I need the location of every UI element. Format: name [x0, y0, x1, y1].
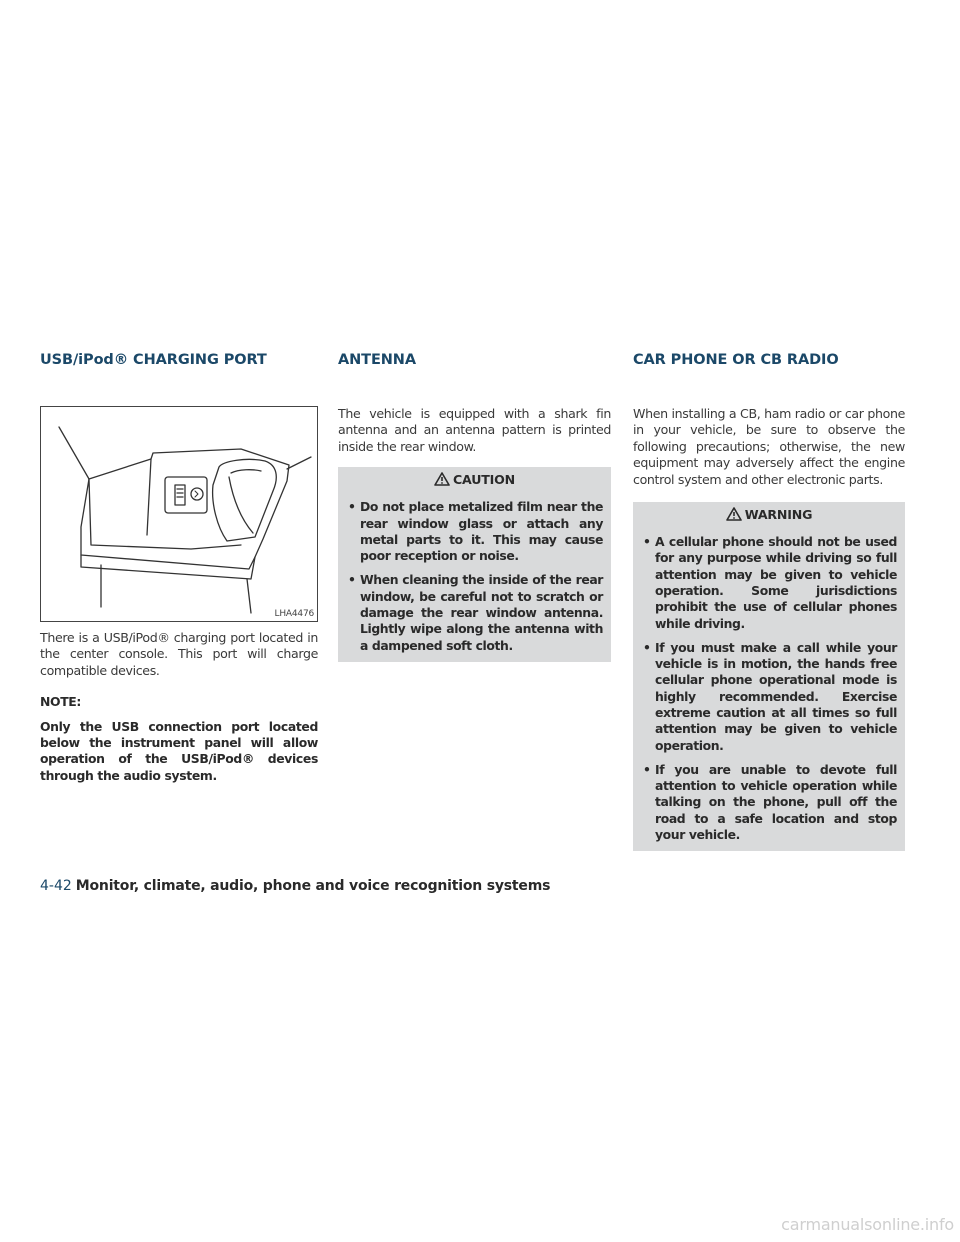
warning-item: • A cellular phone should not be used for any purpose while driving so full attention may be given to vehicle operation. Some jurisdictions prohibit the use of cellular phones while driving. [641, 534, 897, 632]
usb-section-text [40, 630, 318, 784]
note-label: NOTE: [40, 694, 82, 710]
antenna-paragraph: The vehicle is equipped with a shark fin antenna and an antenna pattern is printed inside the rear window. [338, 406, 611, 454]
caution-item: • Do not place metalized film near the rear window glass or attach any metal parts to it. This may cause poor reception or noise. [346, 499, 603, 564]
heading-usb-charging-port: USB/iPod® CHARGING PORT [40, 352, 267, 368]
caution-box [338, 467, 611, 662]
watermark: carmanualsonline.info [781, 1215, 954, 1234]
car-phone-paragraph: When installing a CB, ham radio or car phone in your vehicle, be sure to observe the following precautions; otherwise, the new equipment may adversely affect the engine control system and other electronic parts. [633, 406, 905, 487]
warning-item: • If you must make a call while your vehicle is in motion, the hands free cellular phone operational mode is highly recommended. Exercise extreme caution at all times so full attention may be given to vehicle operation. [641, 640, 897, 754]
heading-car-phone: CAR PHONE OR CB RADIO [633, 352, 839, 368]
car-phone-section [633, 406, 905, 851]
warning-title-row [641, 502, 897, 526]
console-drawing [41, 407, 317, 621]
heading-antenna: ANTENNA [338, 352, 416, 368]
warning-box [633, 502, 905, 851]
footer-section-title: Monitor, climate, audio, phone and voice recognition systems [75, 878, 551, 894]
caution-title-row [346, 467, 603, 491]
warning-title: WARNING [744, 506, 813, 522]
usb-paragraph: There is a USB/iPod® charging port located in the center console. This port will charge compatible devices. [40, 630, 318, 678]
page-number: 4-42 [40, 878, 72, 894]
caution-triangle-icon [434, 472, 450, 486]
figure-code: LHA4476 [274, 609, 314, 619]
usb-port-illustration [40, 406, 318, 622]
note-text: Only the USB connection port located below the instrument panel will allow operation of the USB/iPod® devices through the audio system. [40, 718, 318, 783]
warning-item: • If you are unable to devote full attention to vehicle operation while talking on the phone, pull off the road to a safe location and stop your vehicle. [641, 762, 897, 843]
warning-list [641, 534, 897, 843]
caution-item: • When cleaning the inside of the rear window, be careful not to scratch or damage the rear window antenna. Lightly wipe along the antenna with a dampened soft cloth. [346, 572, 603, 653]
caution-title: CAUTION [453, 471, 515, 487]
caution-list [346, 499, 603, 654]
page-footer [40, 878, 550, 894]
antenna-section [338, 406, 611, 662]
warning-triangle-icon [726, 507, 742, 521]
